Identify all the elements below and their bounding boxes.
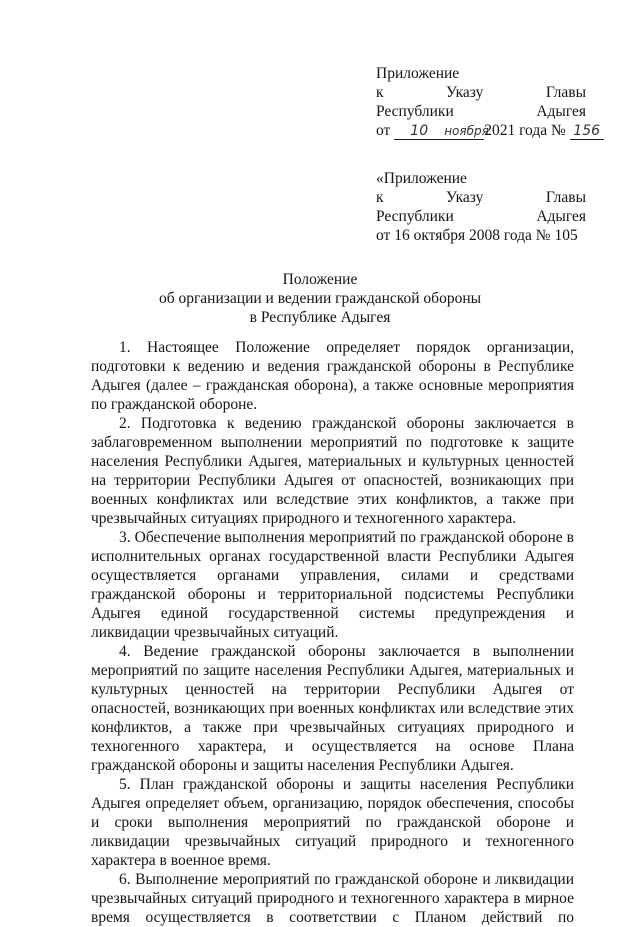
- approval-block-original: [376, 169, 586, 245]
- approval-block-current: [376, 64, 601, 140]
- approval-line-3: [376, 102, 586, 121]
- handwritten-day: 10: [394, 124, 444, 140]
- approval-line-1: Приложение: [376, 65, 460, 82]
- title-line-1: Положение: [282, 271, 358, 288]
- approval-year-text: 2021 года №: [484, 122, 566, 139]
- paragraph-6: 6. Выполнение мероприятий по гражданской обороне и ликвидации чрезвычайных ситуаций природного и техногенного характера в мирное время осуществляется в соответствии с Планом действий по: [91, 871, 574, 926]
- original-word-respubliki: Республики: [376, 208, 454, 225]
- handwritten-number: 156: [570, 124, 604, 140]
- original-word-adygeya: Адыгея: [536, 208, 586, 225]
- approval-word-k: к: [376, 84, 384, 101]
- paragraph-5: 5. План гражданской обороны и защиты населения Республики Адыгея определяет объем, организацию, порядок обеспечения, способы и сроки выполнения мероприятий по гражданской обороне и ликвидации чрезвычайных ситуаций природного и техногенного характера в военное время.: [91, 776, 574, 869]
- paragraph-4: 4. Ведение гражданской обороны заключается в выполнении мероприятий по защите населения Республики Адыгея, материальных и культурных ценностей на территории Республики Адыгея от опасностей, возникающих при военных конфликтах или вследствие этих конфликтов, а также при чрезвычайных ситуациях природного и техногенного характера, и осуществляется на основе Плана гражданской обороны и защиты населения Республики Адыгея.: [91, 643, 574, 774]
- paragraph-1: 1. Настоящее Положение определяет порядок организации, подготовки к ведению и ведения гражданской обороны в Республике Адыгея (далее – гражданская оборона), а также основные мероприятия по гражданской обороне.: [91, 339, 574, 413]
- paragraph-2: 2. Подготовка к ведению гражданской обороны заключается в заблаговременном выполнении мероприятий по подготовке к защите населения Республики Адыгея, материальных и культурных ценностей на территории Республики Адыгея от опасностей, возникающих при военных конфликтах или вследствие этих конфликтов, а также при чрезвычайных ситуациях природного и техногенного характера.: [91, 415, 574, 527]
- approval-word-ukazu: Указу: [446, 84, 484, 101]
- original-line-3: [376, 207, 586, 226]
- title-line-3: в Республике Адыгея: [249, 309, 391, 326]
- document-title: [60, 270, 580, 327]
- approval-word-respubliki: Республики: [376, 103, 454, 120]
- approval-line-2: [376, 83, 586, 102]
- original-date-line: от 16 октября 2008 года № 105: [376, 227, 578, 244]
- original-line-2: [376, 188, 586, 207]
- paragraph-3: 3. Обеспечение выполнения мероприятий по гражданской обороне в исполнительных органах государственной власти Республики Адыгея осуществляется органами управления, силами и средствами гражданской обороны и территориальной подсистемы Республики Адыгея единой государственной системы предупреждения и ликвидации чрезвычайных ситуаций.: [91, 529, 574, 641]
- approval-date-line: [376, 121, 601, 140]
- approval-word-glavy: Главы: [545, 84, 586, 101]
- approval-ot: от: [376, 122, 391, 139]
- original-word-ukazu: Указу: [446, 189, 484, 206]
- original-word-glavy: Главы: [545, 189, 586, 206]
- handwritten-month: ноября: [444, 124, 489, 138]
- document-body: [91, 338, 574, 927]
- original-word-k: к: [376, 189, 384, 206]
- title-line-2: об организации и ведении гражданской обороны: [158, 290, 482, 307]
- approval-word-adygeya: Адыгея: [536, 103, 586, 120]
- original-line-1: «Приложение: [376, 170, 467, 187]
